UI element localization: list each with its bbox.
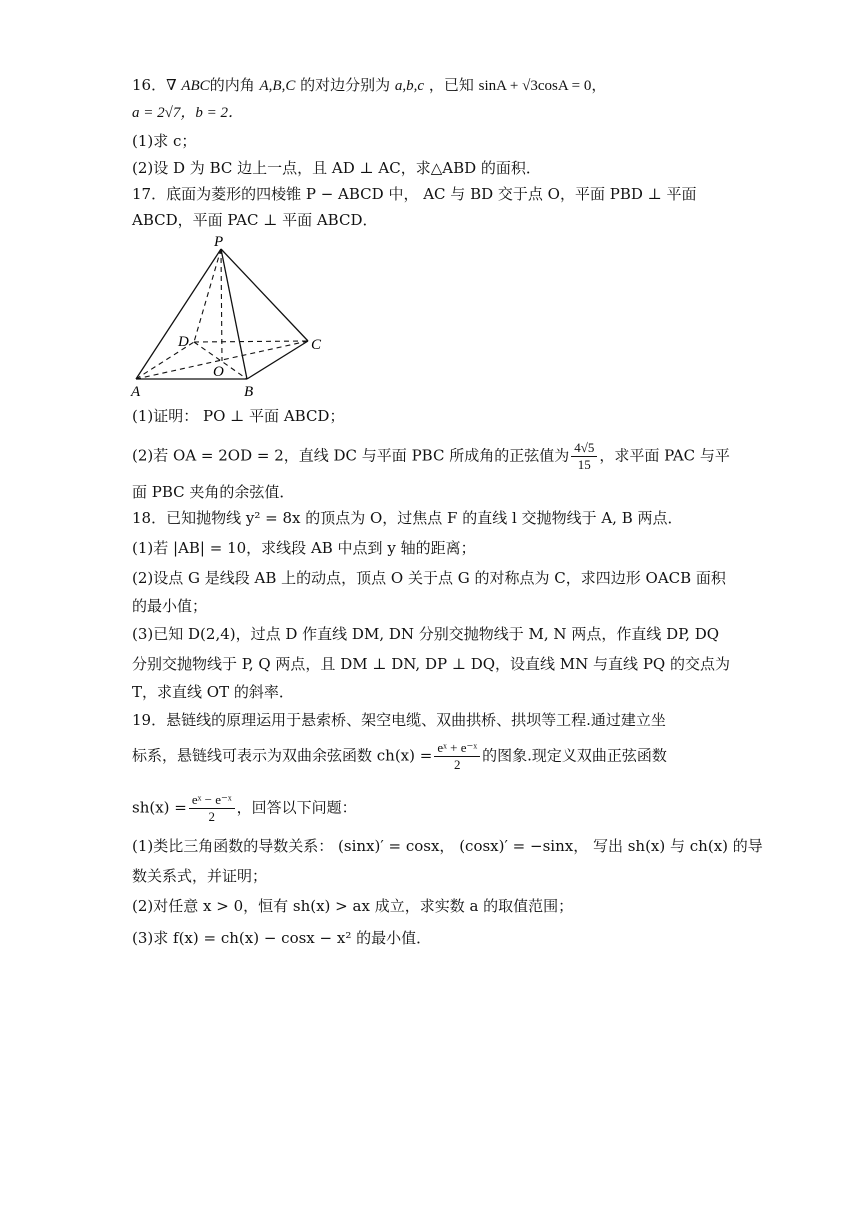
text: (2)若 OA = 2OD = 2，直线 DC 与平面 PBC 所成角的正弦值为 xyxy=(132,446,570,465)
problem-16-number: 16． xyxy=(132,76,167,94)
problem-19-line-1: 19．悬链线的原理运用于悬索桥、架空电缆、双曲拱桥、拱坝等工程.通过建立坐 xyxy=(132,711,666,729)
math-angles: A,B,C xyxy=(259,78,296,94)
problem-18-q2-line-1: (2)设点 G 是线段 AB 上的动点，顶点 O 关于点 G 的对称点为 C，求四边形 OACB 面积 xyxy=(132,569,726,587)
problem-18-q3-line-1: (3)已知 D(2,4)，过点 D 作直线 DM, DN 分别交抛物线于 M, N 两点，作直线 DP, DQ xyxy=(132,625,720,643)
fraction-denominator: 15 xyxy=(577,457,591,472)
problem-19-line-3 xyxy=(132,792,357,825)
fraction-sinh xyxy=(189,792,235,825)
text: 的内角 xyxy=(209,76,255,94)
problem-19-q1-line-2: 数关系式，并证明； xyxy=(132,867,268,885)
label-B: B xyxy=(244,384,254,400)
label-D: D xyxy=(178,334,189,350)
problem-19-line-2 xyxy=(132,740,667,773)
fraction-sine-value xyxy=(571,440,597,473)
problem-18-q2-line-2: 的最小值； xyxy=(132,597,208,615)
problem-17-line-1: 17．底面为菱形的四棱锥 P − ABCD 中， AC 与 BD 交于点 O，平面 PBD ⊥ 平面 xyxy=(132,185,697,203)
problem-16-line-2: a = 2√7，b = 2． xyxy=(132,105,243,121)
nabla-symbol: ∇ xyxy=(166,78,177,94)
text: ，已知 xyxy=(428,76,474,94)
math-sides: a,b,c xyxy=(394,78,425,94)
edge-PC xyxy=(221,249,308,341)
label-C: C xyxy=(311,337,322,353)
edge-PA xyxy=(136,249,221,379)
text: sh(x) = xyxy=(132,798,187,817)
problem-19-q1-line-1: (1)类比三角函数的导数关系： (sinx)′ = cosx， (cosx)′ = −sinx， 写出 sh(x) 与 ch(x) 的导 xyxy=(132,837,763,855)
pyramid-figure xyxy=(128,234,338,400)
problem-19-q2: (2)对任意 x > 0，恒有 sh(x) > ax 成立，求实数 a 的取值范围； xyxy=(132,897,574,915)
problem-16-q2: (2)设 D 为 BC 边上一点，且 AD ⊥ AC，求△ABD 的面积． xyxy=(132,159,541,177)
fraction-numerator: eˣ + e⁻ˣ xyxy=(434,740,480,757)
problem-16-q1: (1)求 c； xyxy=(132,132,197,150)
problem-18-q1: (1)若 |AB| = 10，求线段 AB 中点到 y 轴的距离； xyxy=(132,539,476,557)
fraction-denominator: 2 xyxy=(208,809,215,824)
problem-17-q2-line-2: 面 PBC 夹角的余弦值． xyxy=(132,483,295,501)
text: 标系，悬链线可表示为双曲余弦函数 ch(x) = xyxy=(132,746,433,765)
triangle-name: ABC xyxy=(181,78,210,94)
problem-17-q2-line-1 xyxy=(132,440,730,473)
edge-DC xyxy=(194,341,308,342)
problem-18-q3-line-2: 分别交抛物线于 P, Q 两点，且 DM ⊥ DN, DP ⊥ DQ，设直线 MN 与直线 PQ 的交点为 xyxy=(132,655,730,673)
text: 的对边分别为 xyxy=(300,76,391,94)
text: ，求平面 PAC 与平 xyxy=(599,446,730,465)
problem-17-line-2: ABCD，平面 PAC ⊥ 平面 ABCD． xyxy=(132,211,378,229)
problem-17-q1: (1)证明： PO ⊥ 平面 ABCD； xyxy=(132,407,345,425)
text: ， xyxy=(591,76,607,94)
label-O: O xyxy=(213,364,224,380)
problem-18-q3-line-3: T，求直线 OT 的斜率． xyxy=(132,683,294,701)
text: ，回答以下问题： xyxy=(236,798,357,817)
fraction-cosh xyxy=(434,740,480,773)
problem-16-line-1 xyxy=(132,75,606,96)
fraction-denominator: 2 xyxy=(453,757,461,772)
problem-18-line-1: 18．已知抛物线 y² = 8x 的顶点为 O，过焦点 F 的直线 l 交抛物线于 A, B 两点． xyxy=(132,509,683,527)
fraction-numerator: eˣ − e⁻ˣ xyxy=(189,792,235,809)
fraction-numerator: 4√5 xyxy=(571,440,597,457)
problem-19-q3: (3)求 f(x) = ch(x) − cosx − x² 的最小值． xyxy=(132,929,432,947)
edge-BC xyxy=(247,341,308,379)
text: 的图象.现定义双曲正弦函数 xyxy=(482,746,667,765)
math-condition: sinA + √3cosA = 0 xyxy=(478,78,592,94)
label-A: A xyxy=(131,384,141,400)
edge-PD xyxy=(194,249,221,342)
segment-PO xyxy=(221,249,222,361)
label-P: P xyxy=(214,234,224,250)
